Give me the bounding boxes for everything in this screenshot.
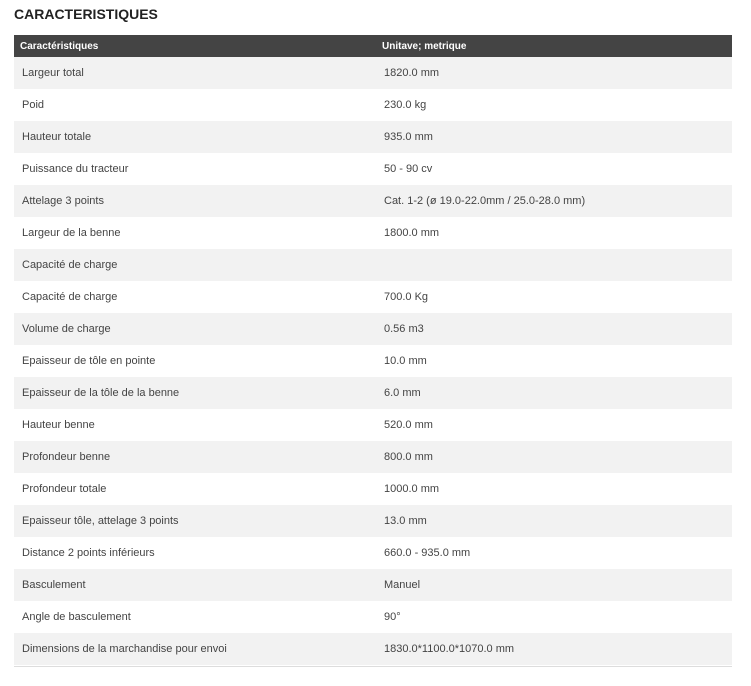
table-row (14, 473, 732, 505)
characteristic-value-cell: 700.0 Kg (376, 281, 732, 313)
characteristic-name-cell: Hauteur totale (14, 121, 376, 153)
characteristic-name-cell: Epaisseur de la tôle de la benne (14, 377, 376, 409)
characteristic-name-cell: Dimensions de la marchandise pour envoi (14, 633, 376, 665)
characteristic-name-cell: Angle de basculement (14, 601, 376, 633)
table-row (14, 441, 732, 473)
table-body (14, 57, 732, 665)
characteristic-value-cell: 1800.0 mm (376, 217, 732, 249)
table-row (14, 217, 732, 249)
characteristic-value-cell: 660.0 - 935.0 mm (376, 537, 732, 569)
characteristic-name-cell: Profondeur totale (14, 473, 376, 505)
table-row (14, 185, 732, 217)
characteristic-value-cell: 0.56 m3 (376, 313, 732, 345)
table-row (14, 249, 732, 281)
characteristic-value-cell (376, 249, 732, 281)
characteristic-name-cell: Volume de charge (14, 313, 376, 345)
characteristic-value-cell: 935.0 mm (376, 121, 732, 153)
characteristic-name-cell: Capacité de charge (14, 281, 376, 313)
table-row (14, 153, 732, 185)
characteristic-value-cell: 230.0 kg (376, 89, 732, 121)
characteristic-name-cell: Distance 2 points inférieurs (14, 537, 376, 569)
table-header-row (14, 35, 732, 57)
section-title: CARACTERISTIQUES (14, 6, 158, 22)
table-row (14, 345, 732, 377)
table-row (14, 89, 732, 121)
characteristic-name-cell: Profondeur benne (14, 441, 376, 473)
characteristic-value-cell: 1000.0 mm (376, 473, 732, 505)
characteristic-value-cell: 1820.0 mm (376, 57, 732, 89)
table-row (14, 505, 732, 537)
characteristic-value-cell: 50 - 90 cv (376, 153, 732, 185)
table-row (14, 57, 732, 89)
characteristic-value-cell: 1830.0*1100.0*1070.0 mm (376, 633, 732, 665)
characteristic-name-cell: Hauteur benne (14, 409, 376, 441)
table-row (14, 601, 732, 633)
table-row (14, 121, 732, 153)
column-header-characteristics: Caractéristiques (14, 35, 376, 57)
characteristic-name-cell: Poid (14, 89, 376, 121)
characteristic-value-cell: 10.0 mm (376, 345, 732, 377)
specifications-table (14, 35, 732, 665)
characteristic-value-cell: 520.0 mm (376, 409, 732, 441)
table-row (14, 281, 732, 313)
table-row (14, 313, 732, 345)
characteristic-name-cell: Epaisseur tôle, attelage 3 points (14, 505, 376, 537)
table-row (14, 569, 732, 601)
characteristic-name-cell: Attelage 3 points (14, 185, 376, 217)
characteristic-value-cell: Cat. 1-2 (ø 19.0-22.0mm / 25.0-28.0 mm) (376, 185, 732, 217)
characteristic-name-cell: Capacité de charge (14, 249, 376, 281)
characteristic-value-cell: Manuel (376, 569, 732, 601)
characteristic-value-cell: 800.0 mm (376, 441, 732, 473)
characteristic-value-cell: 13.0 mm (376, 505, 732, 537)
table-row (14, 409, 732, 441)
characteristic-value-cell: 90° (376, 601, 732, 633)
characteristic-name-cell: Epaisseur de tôle en pointe (14, 345, 376, 377)
table-row (14, 537, 732, 569)
characteristic-name-cell: Basculement (14, 569, 376, 601)
characteristic-name-cell: Largeur total (14, 57, 376, 89)
column-header-unit-metric: Unitave; metrique (376, 35, 732, 57)
characteristic-name-cell: Puissance du tracteur (14, 153, 376, 185)
table-bottom-divider (14, 666, 732, 667)
table-row (14, 633, 732, 665)
characteristic-name-cell: Largeur de la benne (14, 217, 376, 249)
characteristic-value-cell: 6.0 mm (376, 377, 732, 409)
table-row (14, 377, 732, 409)
